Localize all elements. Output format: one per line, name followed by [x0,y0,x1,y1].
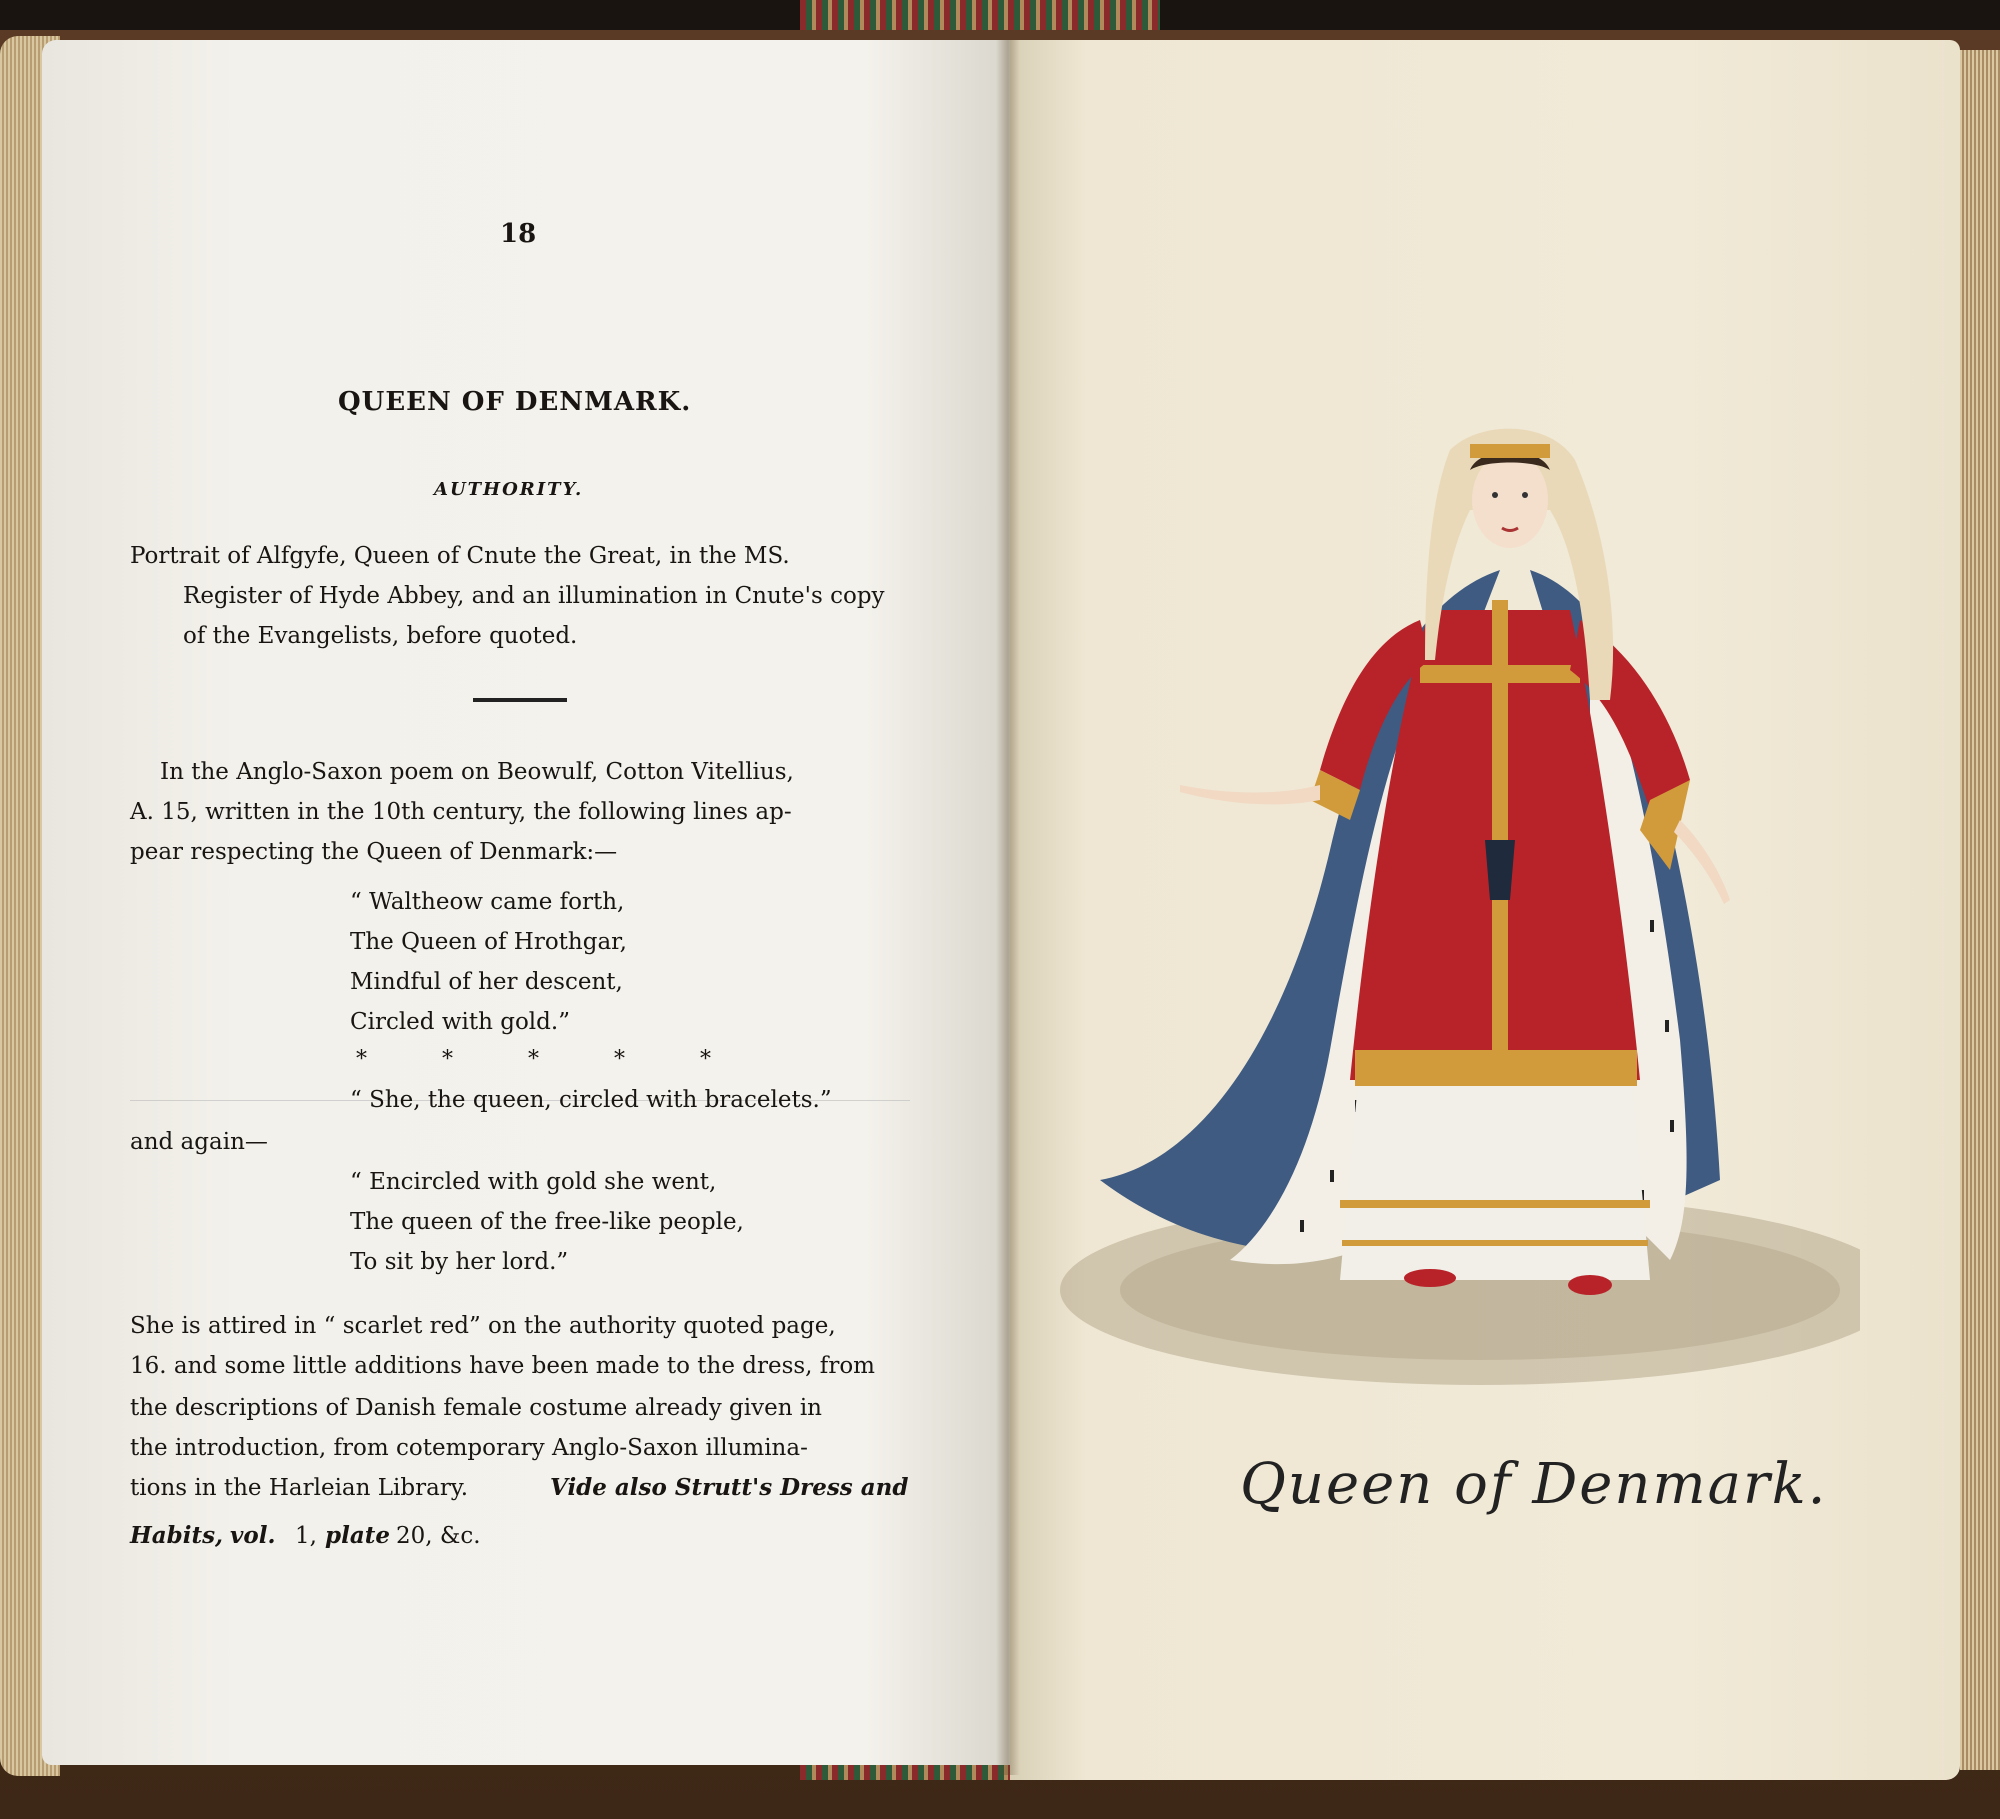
verse-line: The queen of the free-like people, [350,1209,744,1235]
authority-line: Portrait of Alfgyfe, Queen of Cnute the Great, in the MS. [130,543,790,569]
closing-tail: 1, [295,1523,317,1549]
headband-top [800,0,1160,30]
verse-line: “ She, the queen, circled with bracelets.” [350,1087,832,1113]
authority-line: Register of Hyde Abbey, and an illumination in Cnute's copy [183,583,885,609]
closing-plate: plate [325,1522,390,1549]
verse-line: The Queen of Hrothgar, [350,929,627,955]
intro-line: pear respecting the Queen of Denmark:— [130,839,618,865]
page-edges-right [1960,50,2000,1770]
intro-line: In the Anglo-Saxon poem on Beowulf, Cotton Vitellius, [160,759,794,785]
verse-line: “ Waltheow came forth, [350,889,625,915]
queen-illustration [1030,400,1860,1400]
page-number: 18 [500,219,537,249]
verse-line: Mindful of her descent, [350,969,623,995]
intro-line: A. 15, written in the 10th century, the following lines ap- [130,799,792,825]
section-rule [473,698,567,702]
verse-line: Circled with gold.” [350,1009,570,1035]
closing-vol: vol. [230,1522,276,1549]
closing-end: 20, &c. [396,1523,481,1549]
closing-italic: Vide also Strutt's Dress and [550,1474,909,1501]
verse-line: To sit by her lord.” [350,1249,569,1275]
and-again: and again— [130,1129,268,1155]
authority-subheading: AUTHORITY. [434,479,584,500]
authority-line: of the Evangelists, before quoted. [183,623,578,649]
closing-line: 16. and some little additions have been made to the dress, from [130,1353,875,1379]
plate-caption: Queen of Denmark. [1240,1452,1828,1517]
book-gutter [996,40,1020,1775]
closing-line: the introduction, from cotemporary Anglo-Saxon illumina- [130,1435,808,1461]
closing-italic: Habits, [130,1522,224,1549]
closing-line: She is attired in “ scarlet red” on the authority quoted page, [130,1313,836,1339]
closing-line: tions in the Harleian Library. [130,1475,469,1501]
verse-line: “ Encircled with gold she went, [350,1169,717,1195]
page-heading: QUEEN OF DENMARK. [338,387,692,417]
closing-line: the descriptions of Danish female costume already given in [130,1395,822,1421]
ellipsis-stars: * * * * * [356,1047,745,1072]
